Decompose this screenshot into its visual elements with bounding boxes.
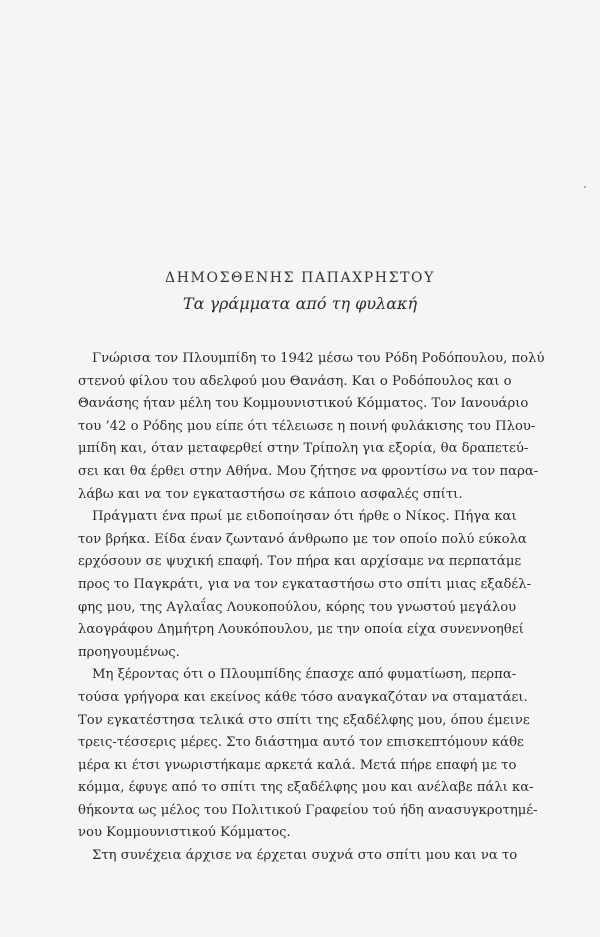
chapter-author: ΔΗΜΟΣΘΕΝΗΣ ΠΑΠΑΧΡΗΣΤΟΥ bbox=[165, 270, 435, 286]
paragraph bbox=[78, 845, 518, 868]
text-line: λάβω και να τον εγκαταστήσω σε κάποιο ασφαλές σπίτι. bbox=[78, 486, 463, 502]
text-line: νου Κομμουνιστικού Κόμματος. bbox=[78, 825, 291, 841]
text-line: κόμμα, έφυγε από το σπίτι της εξαδέλφης μου και ανέλαβε πάλι κα- bbox=[78, 780, 534, 796]
text-line: προηγουμένως. bbox=[78, 644, 180, 660]
text-line: Μη ξέροντας ότι ο Πλουμπίδης έπασχε από φυματίωση, περπα- bbox=[92, 667, 517, 683]
text-line: Πράγματι ένα πρωί με ειδοποίησαν ότι ήρθε ο Νίκος. Πήγα και bbox=[92, 509, 517, 525]
text-line: του ’42 ο Ρόδης μου είπε ότι τέλειωσε η ποινή φυλάκισης του Πλου- bbox=[78, 418, 536, 434]
chapter-title: Τα γράμματα από τη φυλακή bbox=[182, 294, 418, 313]
paragraph bbox=[78, 664, 538, 845]
text-line: προς το Παγκράτι, για να τον εγκαταστήσω στο σπίτι μιας εξαδέλ- bbox=[78, 576, 532, 592]
text-line: ερχόσουν σε ψυχική επαφή. Τον πήρα και αρχίσαμε να περπατάμε bbox=[78, 554, 522, 570]
text-line: στενού φίλου του αδελφού μου Θανάση. Και ο Ροδόπουλος και ο bbox=[78, 373, 512, 389]
text-line: μέρα κι έτσι γνωριστήκαμε αρκετά καλά. Μετά πήρε επαφή με το bbox=[78, 757, 517, 773]
paragraph bbox=[78, 348, 545, 506]
body-text bbox=[78, 348, 545, 868]
text-line: μπίδη και, όταν μεταφερθεί στην Τρίπολη για εξορία, θα δραπετεύ- bbox=[78, 441, 529, 457]
page-speck bbox=[584, 186, 586, 188]
text-line: φης μου, της Αγλαΐας Λουκοπούλου, κόρης του γνωστού μεγάλου bbox=[78, 599, 517, 615]
text-line: Θανάσης ήταν μέλη του Κομμουνιστικού Κόμματος. Τον Ιανουάριο bbox=[78, 396, 529, 412]
text-line: Γνώρισα τον Πλουμπίδη το 1942 μέσω του Ρόδη Ροδόπουλου, πολύ bbox=[92, 351, 545, 366]
text-line: τρεις-τέσσερις μέρες. Στο διάστημα αυτό τον επισκεπτόμουν κάθε bbox=[78, 735, 524, 751]
text-line: σει και θα έρθει στην Αθήνα. Μου ζήτησε να φροντίσω να τον παρα- bbox=[78, 463, 539, 479]
text-line: Στη συνέχεια άρχισε να έρχεται συχνά στο σπίτι μου και να το bbox=[92, 848, 518, 864]
text-line: τον βρήκα. Είδα έναν ζωντανό άνθρωπο με τον οποίο πολύ εύκολα bbox=[78, 531, 527, 547]
paragraph bbox=[78, 506, 532, 664]
text-line: θήκοντα ως μέλος του Πολιτικού Γραφείου τού ήδη ανασυγκροτημέ- bbox=[78, 802, 538, 818]
text-line: λαογράφου Δημήτρη Λουκόπουλου, με την οποία είχα συνεννοηθεί bbox=[78, 622, 524, 638]
text-line: τούσα γρήγορα και εκείνος κάθε τόσο αναγκαζόταν να σταματάει. bbox=[78, 689, 528, 705]
text-line: Τον εγκατέστησα τελικά στο σπίτι της εξαδέλφης μου, όπου έμεινε bbox=[78, 712, 530, 728]
